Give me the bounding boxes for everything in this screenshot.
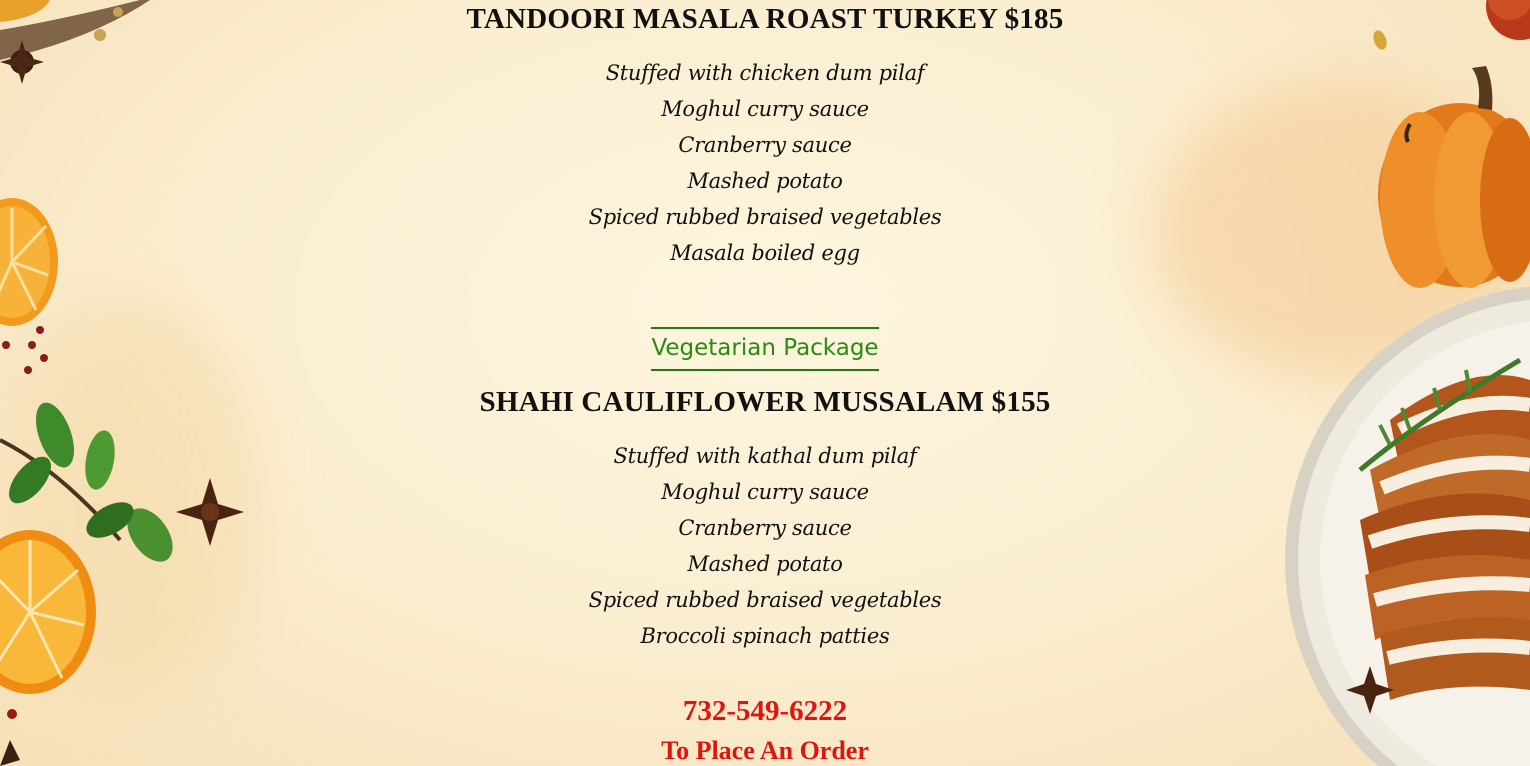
list-item: Broccoli spinach patties xyxy=(640,624,890,648)
place-order-text: To Place An Order xyxy=(661,736,869,765)
dish-title-turkey: TANDOORI MASALA ROAST TURKEY $185 xyxy=(466,3,1064,35)
list-item: Cranberry sauce xyxy=(678,133,852,157)
list-item: Moghul curry sauce xyxy=(661,480,869,504)
list-item: Cranberry sauce xyxy=(678,516,852,540)
turkey-items-list xyxy=(0,55,1530,271)
list-item: Moghul curry sauce xyxy=(661,97,869,121)
list-item: Mashed potato xyxy=(687,169,843,193)
vegetarian-package-heading: Vegetarian Package xyxy=(651,327,878,371)
list-item: Mashed potato xyxy=(687,552,843,576)
phone-number-link[interactable]: 732-549-6222 xyxy=(682,695,848,727)
list-item: Spiced rubbed braised vegetables xyxy=(588,205,942,229)
list-item: Masala boiled egg xyxy=(670,241,860,265)
package-heading-wrap xyxy=(0,327,1530,371)
dish-title-cauliflower: SHAHI CAULIFLOWER MUSSALAM $155 xyxy=(479,386,1051,418)
cauliflower-items-list xyxy=(0,438,1530,654)
list-item: Stuffed with chicken dum pilaf xyxy=(605,61,925,85)
list-item: Stuffed with kathal dum pilaf xyxy=(613,444,917,468)
list-item: Spiced rubbed braised vegetables xyxy=(588,588,942,612)
